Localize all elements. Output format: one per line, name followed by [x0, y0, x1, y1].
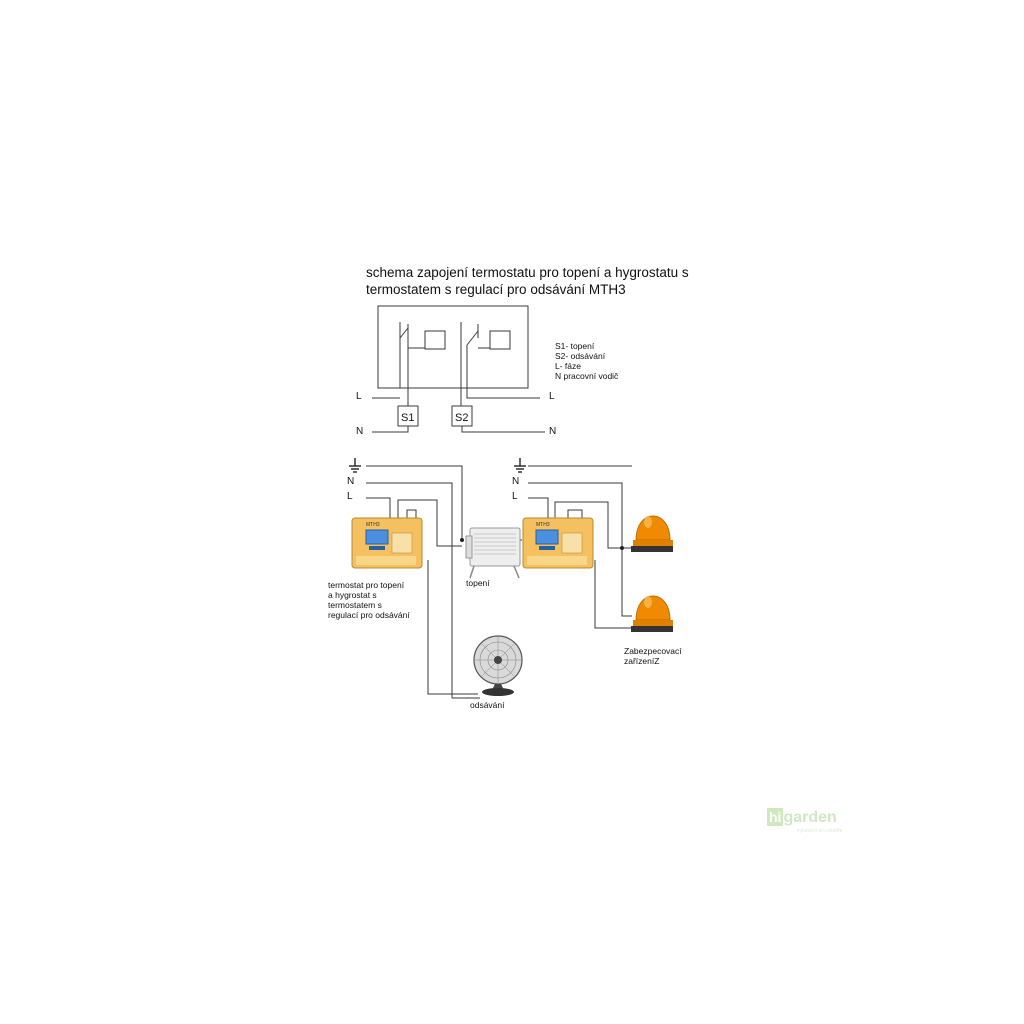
legend-n: N pracovní vodič	[555, 371, 619, 381]
heater-convector	[466, 528, 520, 578]
thermostat-left-model: MTH3	[366, 522, 380, 528]
label-left-l: L	[347, 491, 353, 502]
s2-coil	[490, 331, 510, 349]
logo-garden: garden	[783, 809, 837, 826]
caption-thermostat: termostat pro topení a hygrostat s termostatem s regulací pro odsávání	[328, 580, 410, 620]
thermostat-right	[523, 518, 593, 568]
caption-beacons: Zabezpecovací zařízeníZ	[624, 646, 682, 666]
legend-l: L- fáze	[555, 361, 581, 371]
fan	[474, 636, 522, 696]
s1-coil	[425, 331, 445, 349]
label-top-l-right: L	[549, 391, 555, 402]
ground-symbol-right	[514, 458, 526, 472]
legend-s2: S2- odsávání	[555, 351, 606, 361]
thermostat-left	[352, 518, 422, 568]
label-right-n: N	[512, 476, 520, 487]
label-top-n: N	[356, 426, 364, 437]
logo-hi: hi	[769, 809, 782, 825]
caption-fan: odsávání	[470, 700, 505, 710]
s2-label: S2	[455, 412, 469, 424]
caption-heater: topení	[466, 578, 490, 588]
logo-tagline: vybavení pro pěstíře	[797, 828, 843, 834]
thermostat-right-model: MTH3	[536, 522, 550, 528]
label-right-l: L	[512, 491, 518, 502]
higarden-logo	[767, 808, 842, 834]
label-top-l: L	[356, 391, 362, 402]
legend	[555, 341, 618, 381]
ground-symbol-left	[349, 458, 361, 472]
warning-beacon-2	[631, 596, 673, 632]
label-left-n: N	[347, 476, 355, 487]
diagram-title: schema zapojení termostatu pro topení a hygrostatu s termostatem s regulací pro odsávání MTH3	[366, 265, 689, 297]
s1-label: S1	[401, 412, 415, 424]
label-top-n-right: N	[549, 426, 557, 437]
warning-beacon-1	[631, 516, 673, 552]
legend-s1: S1- topení	[555, 341, 595, 351]
